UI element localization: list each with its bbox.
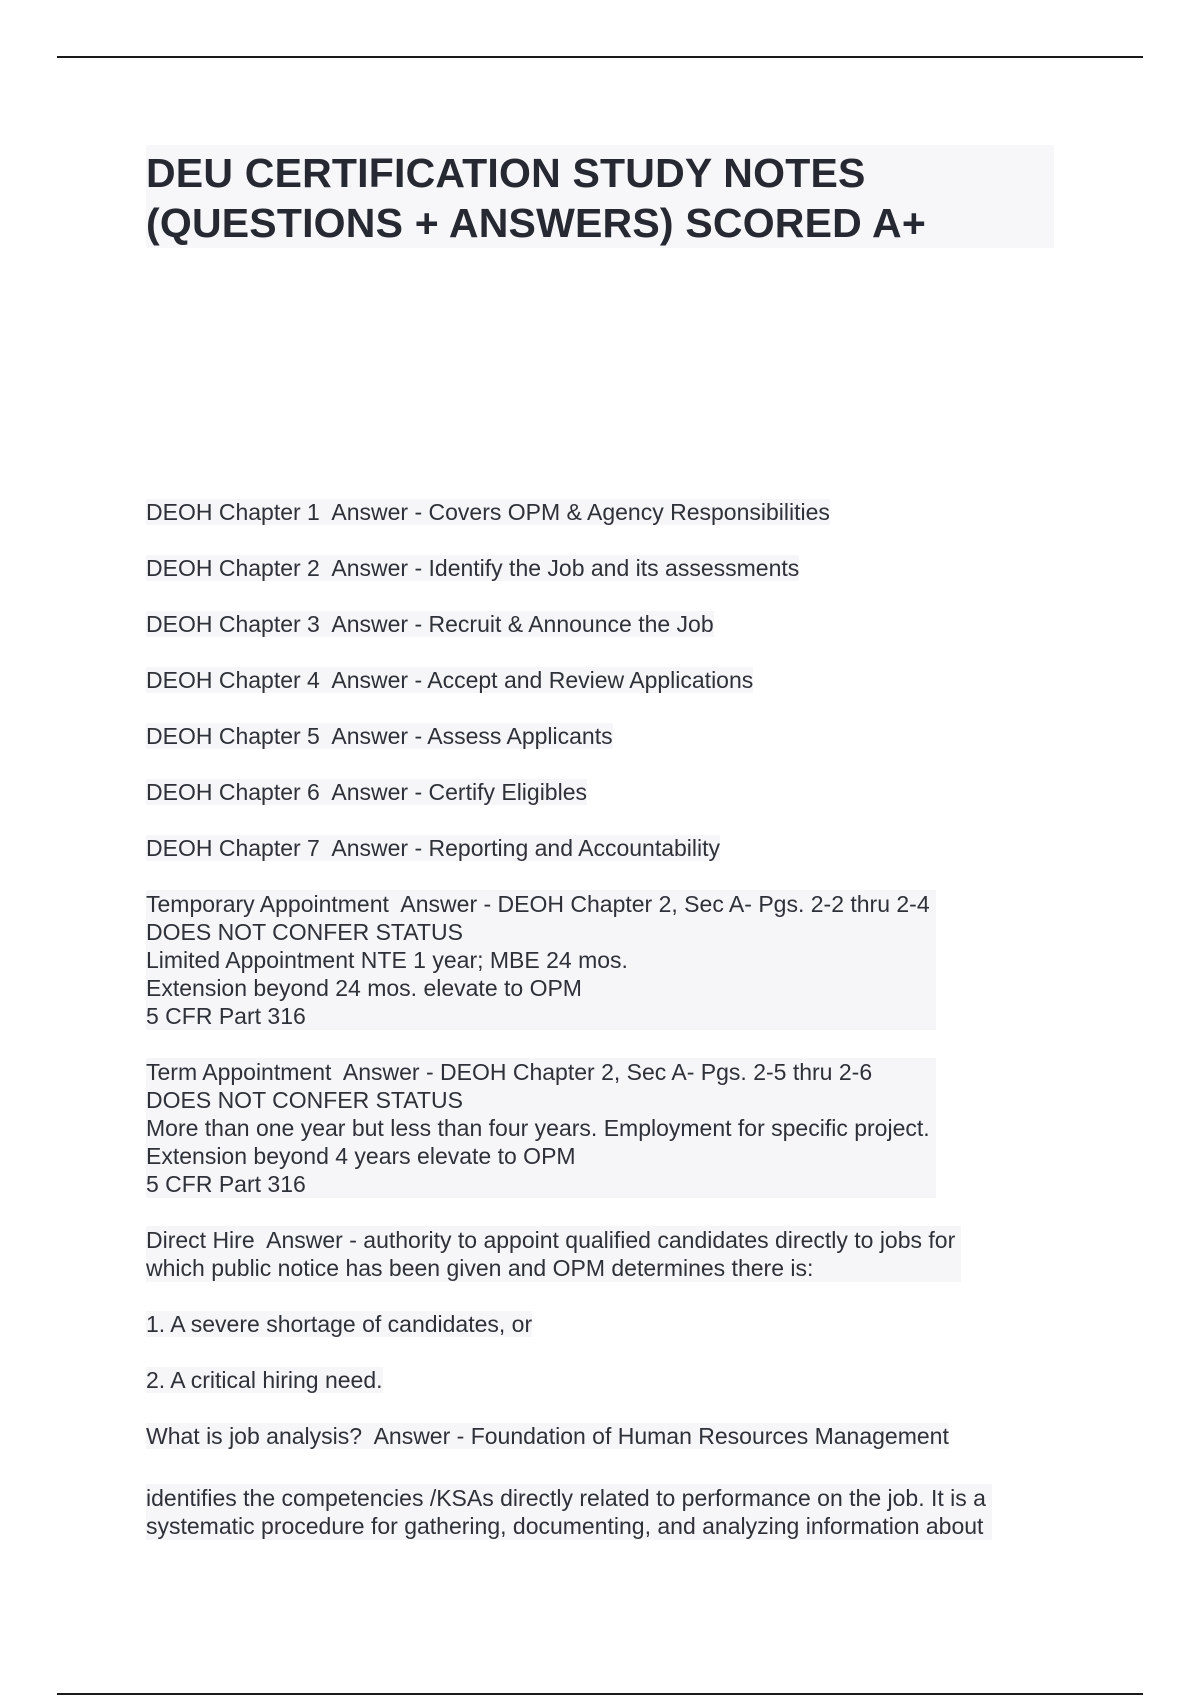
answer-text: Answer - DEOH Chapter 2, Sec A- Pgs. 2-5 thru 2-6 <box>342 1059 873 1085</box>
answer-text: Answer - Recruit & Announce the Job <box>331 611 714 637</box>
answer-text: Answer - Foundation of Human Resources Management <box>373 1423 949 1449</box>
direct-hire-item-2: 2. A critical hiring need. <box>146 1367 383 1393</box>
qa-entry-job-analysis <box>146 1422 1046 1450</box>
question-text: DEOH Chapter 4 <box>146 667 320 693</box>
qa-entry-chapter-6 <box>146 778 1046 806</box>
answer-text: Answer - Identify the Job and its assessments <box>331 555 800 581</box>
bottom-rule <box>57 1693 1143 1695</box>
top-rule <box>57 56 1143 58</box>
answer-continuation: which public notice has been given and OPM determines there is: <box>146 1255 814 1281</box>
answer-text: Answer - Certify Eligibles <box>331 779 588 805</box>
title-line-1: DEU CERTIFICATION STUDY NOTES <box>146 150 866 196</box>
question-text: DEOH Chapter 3 <box>146 611 320 637</box>
qa-entry-direct-hire <box>146 1226 1046 1282</box>
question-text: Term Appointment <box>146 1059 332 1085</box>
detail-line: Limited Appointment NTE 1 year; MBE 24 mos. <box>146 947 628 973</box>
direct-hire-item-1: 1. A severe shortage of candidates, or <box>146 1311 533 1337</box>
qa-entry-chapter-1 <box>146 498 1046 526</box>
qa-entry-chapter-7 <box>146 834 1046 862</box>
detail-line: DOES NOT CONFER STATUS <box>146 919 463 945</box>
detail-line: 5 CFR Part 316 <box>146 1171 306 1197</box>
detail-line: 5 CFR Part 316 <box>146 1003 306 1029</box>
question-text: DEOH Chapter 7 <box>146 835 320 861</box>
answer-text: Answer - authority to appoint qualified candidates directly to jobs for <box>266 1227 956 1253</box>
answer-text: Answer - Reporting and Accountability <box>331 835 721 861</box>
qa-entry-chapter-3 <box>146 610 1046 638</box>
question-text: DEOH Chapter 5 <box>146 723 320 749</box>
detail-line: identifies the competencies /KSAs directly related to performance on the job. It is a <box>146 1485 986 1511</box>
detail-line: More than one year but less than four years. Employment for specific project. <box>146 1115 930 1141</box>
detail-line: Extension beyond 4 years elevate to OPM <box>146 1143 576 1169</box>
question-text: What is job analysis? <box>146 1423 363 1449</box>
qa-entry-temporary-appointment <box>146 890 1046 1030</box>
detail-line: Extension beyond 24 mos. elevate to OPM <box>146 975 582 1001</box>
answer-text: Answer - DEOH Chapter 2, Sec A- Pgs. 2-2 thru 2-4 <box>400 891 930 917</box>
job-analysis-detail <box>146 1484 1046 1540</box>
document-body <box>146 498 1046 1568</box>
answer-text: Answer - Accept and Review Applications <box>331 667 754 693</box>
answer-text: Answer - Covers OPM & Agency Responsibilities <box>331 499 830 525</box>
qa-entry-chapter-4 <box>146 666 1046 694</box>
question-text: DEOH Chapter 2 <box>146 555 320 581</box>
qa-entry-term-appointment <box>146 1058 1046 1198</box>
title-line-2: (QUESTIONS + ANSWERS) SCORED A+ <box>146 200 926 246</box>
question-text: DEOH Chapter 6 <box>146 779 320 805</box>
question-text: Temporary Appointment <box>146 891 389 917</box>
qa-entry-chapter-5 <box>146 722 1046 750</box>
detail-line: systematic procedure for gathering, documenting, and analyzing information about <box>146 1513 984 1539</box>
question-text: DEOH Chapter 1 <box>146 499 320 525</box>
question-text: Direct Hire <box>146 1227 255 1253</box>
answer-text: Answer - Assess Applicants <box>331 723 613 749</box>
qa-entry-chapter-2 <box>146 554 1046 582</box>
detail-line: DOES NOT CONFER STATUS <box>146 1087 463 1113</box>
document-title <box>146 148 1054 248</box>
